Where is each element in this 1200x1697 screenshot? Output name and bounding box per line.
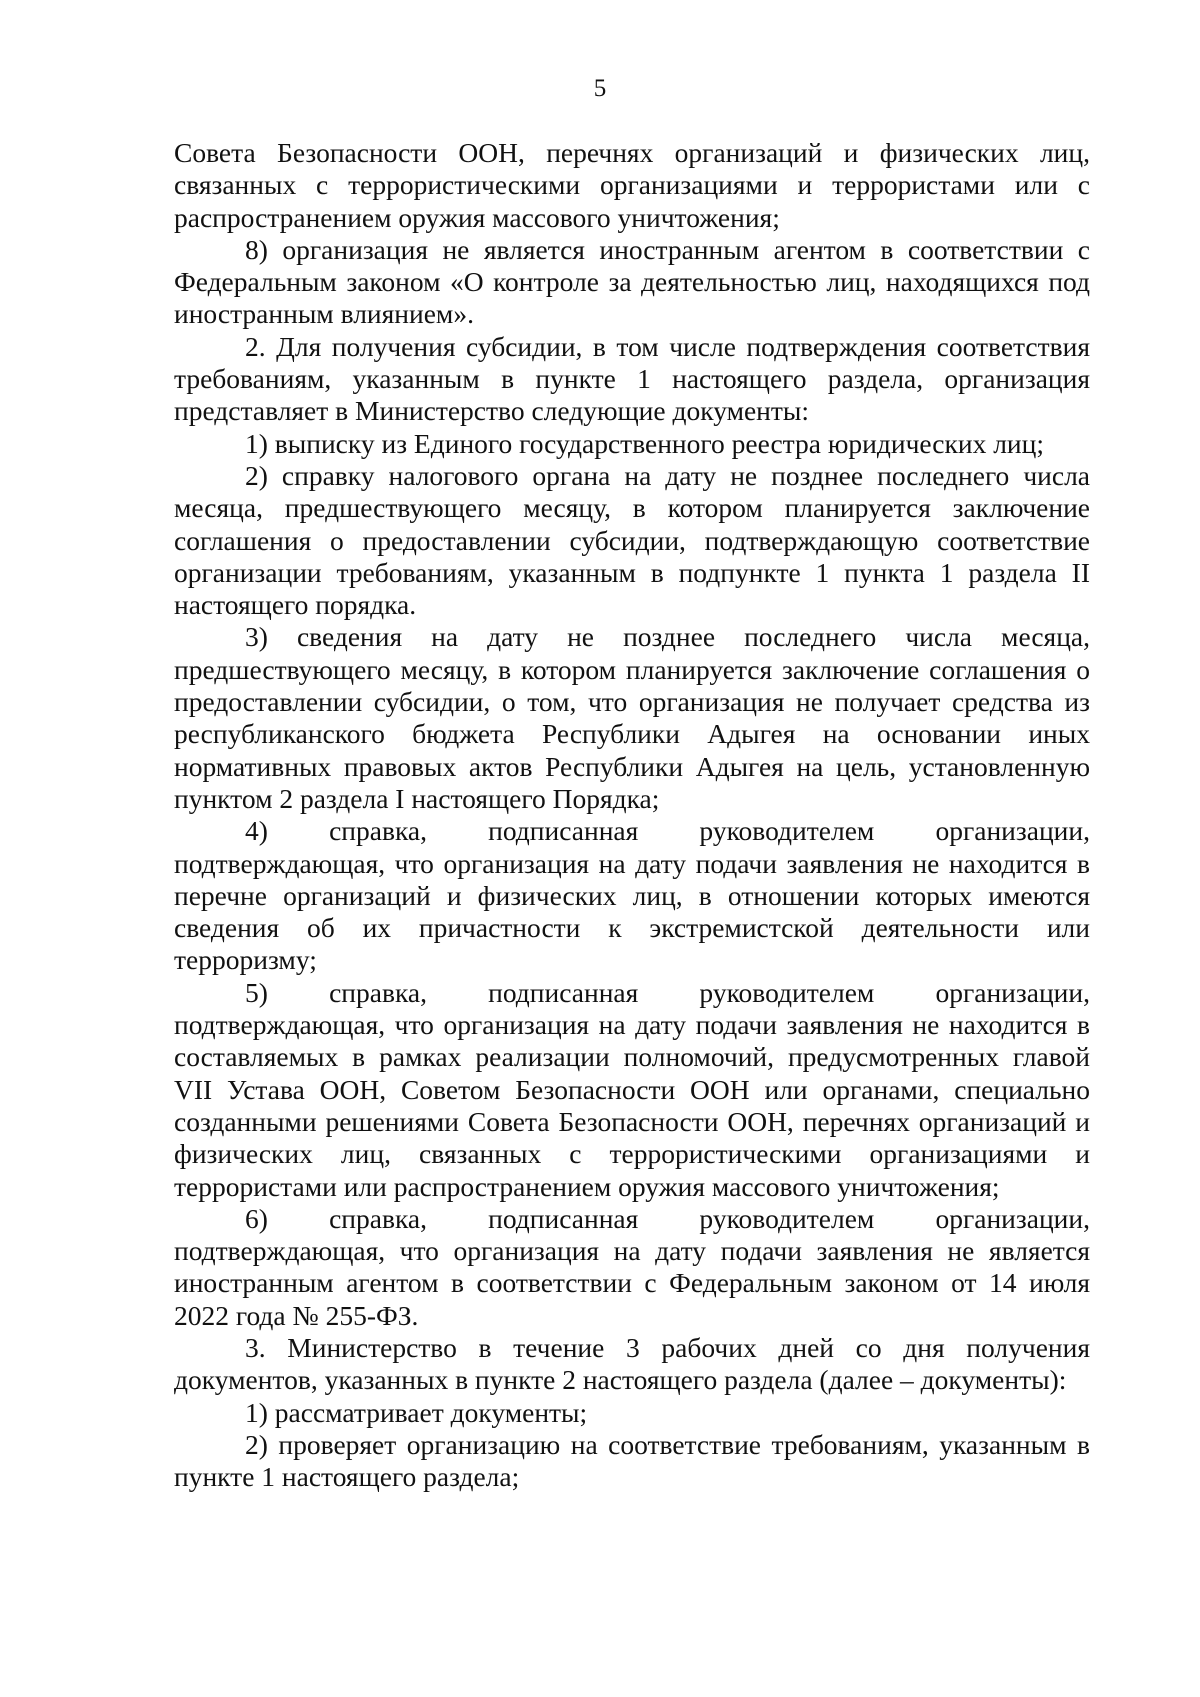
paragraph-doc-3: 3) сведения на дату не позднее последнего числа месяца, предшествующего месяцу, в котором планируется заключение соглашения о предоставлении субсидии, о том, что организация не получает средства из республиканского бюджета Республики Адыгея на основании иных нормативных правовых актов Республики Адыгея на цель, установленную пунктом 2 раздела I настоящего Порядка; (174, 621, 1090, 814)
paragraph-doc-6: 6) справка, подписанная руководителем организации, подтверждающая, что организация на дату подачи заявления не является иностранным агентом в соответствии с Федеральным законом от 14 июля 2022 года № 255-ФЗ. (174, 1202, 1090, 1331)
paragraph-doc-4: 4) справка, подписанная руководителем организации, подтверждающая, что организация на дату подачи заявления не находится в перечне организаций и физических лиц, в отношении которых имеются сведения об их причастности к экстремистской деятельности или терроризму; (174, 815, 1090, 976)
paragraph-doc-5: 5) справка, подписанная руководителем организации, подтверждающая, что организация на дату подачи заявления не находится в составляемых в рамках реализации полномочий, предусмотренных главой VII Устава ООН, Советом Безопасности ООН или органами, специально созданными решениями Совета Безопасности ООН, перечнях организаций и физических лиц, связанных с террористическими организациями и террористами или распространением оружия массового уничтожения; (174, 976, 1090, 1202)
page-number: 5 (593, 75, 607, 102)
paragraph-section-3: 3. Министерство в течение 3 рабочих дней со дня получения документов, указанных в пункте 2 настоящего раздела (далее – документы): (174, 1331, 1090, 1396)
paragraph-continuation: Совета Безопасности ООН, перечнях организаций и физических лиц, связанных с террористическими организациями и террористами или с распространением оружия массового уничтожения; (174, 137, 1090, 233)
paragraph-item-8: 8) организация не является иностранным агентом в соответствии с Федеральным законом «О контроле за деятельностью лиц, находящихся под иностранным влиянием». (174, 233, 1090, 330)
paragraph-doc-1: 1) выписку из Единого государственного реестра юридических лиц; (245, 427, 1045, 459)
paragraph-doc-2: 2) справку налогового органа на дату не позднее последнего числа месяца, предшествующего месяцу, в котором планируется заключение соглашения о предоставлении субсидии, подтверждающую соответствие организации требованиям, указанным в подпункте 1 пункта 1 раздела II настоящего порядка. (174, 459, 1090, 621)
paragraph-step-2: 2) проверяет организацию на соответствие требованиям, указанным в пункте 1 настоящего раздела; (174, 1428, 1090, 1493)
paragraph-step-1: 1) рассматривает документы; (245, 1396, 588, 1428)
document-body (174, 137, 1090, 1493)
paragraph-section-2: 2. Для получения субсидии, в том числе подтверждения соответствия требованиям, указанным в пункте 1 настоящего раздела, организация представляет в Министерство следующие документы: (174, 330, 1090, 427)
